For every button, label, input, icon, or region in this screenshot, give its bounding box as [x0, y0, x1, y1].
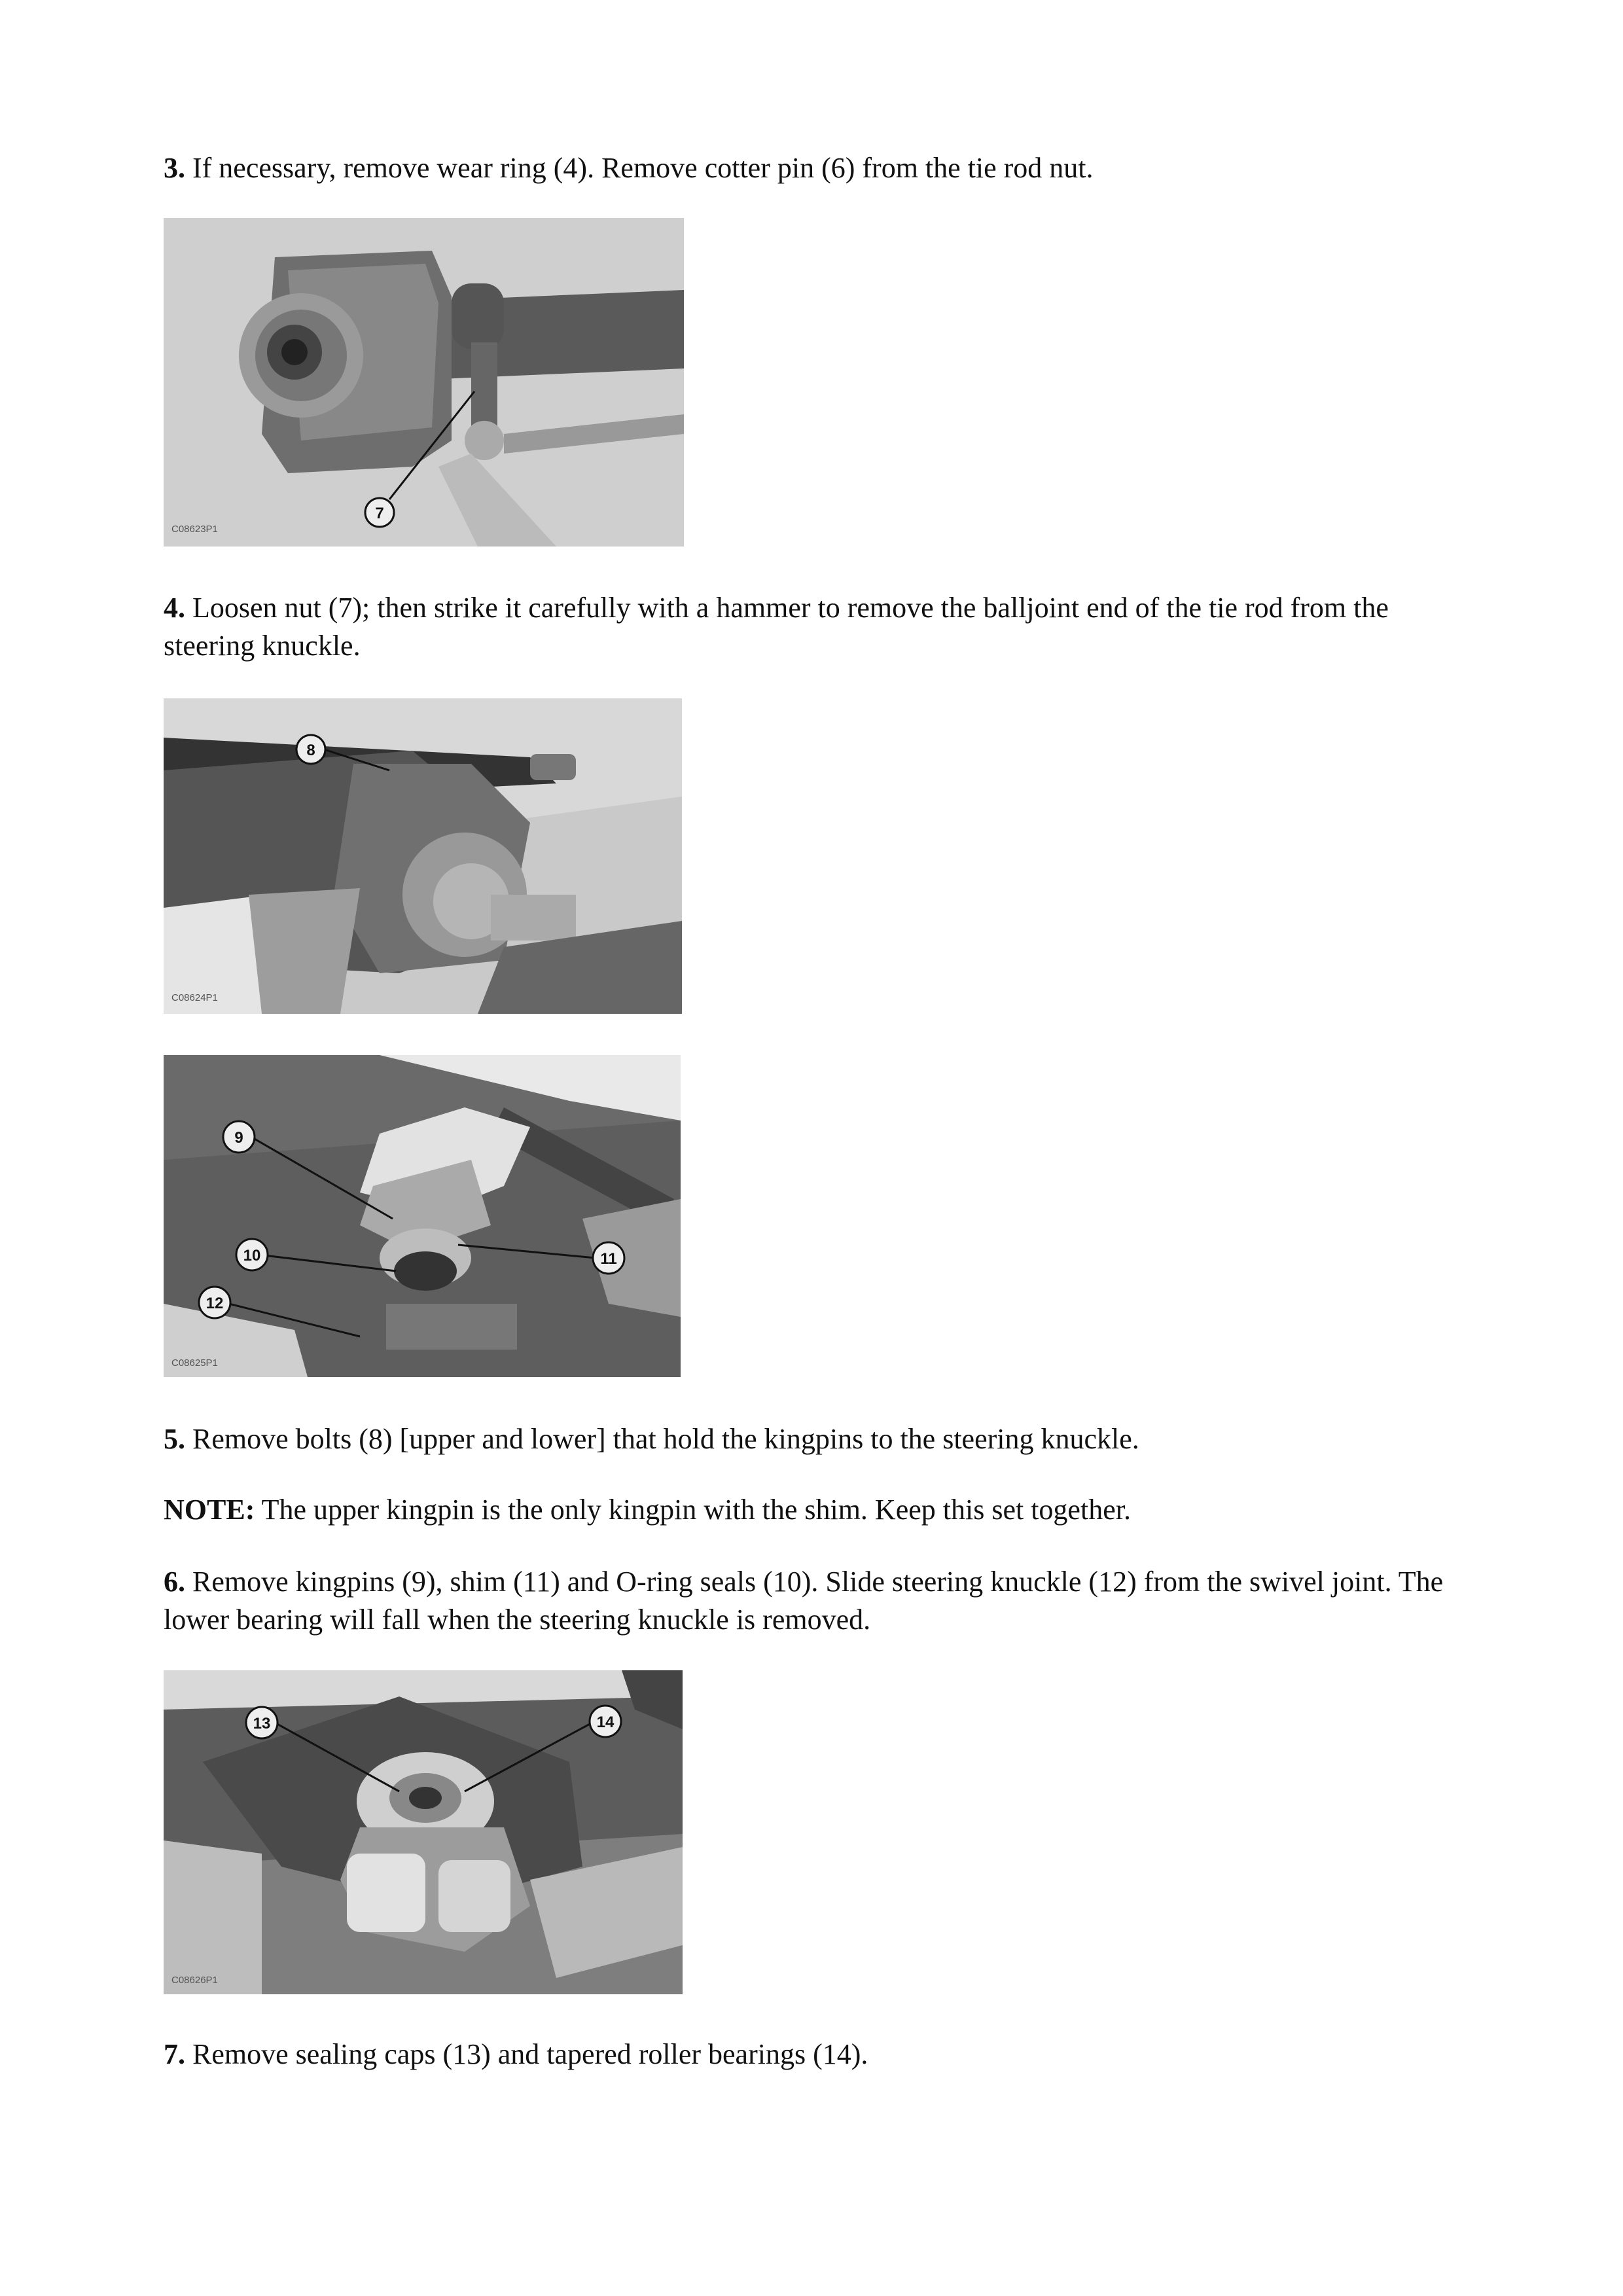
step-text: Loosen nut (7); then strike it carefully with a hammer to remove the balljoint end of the tie rod from the steering knuckle.	[164, 592, 1389, 662]
figure-code: C08625P1	[171, 1357, 218, 1369]
callout-8: 8	[306, 742, 315, 759]
step-text: Remove kingpins (9), shim (11) and O-ring seals (10). Slide steering knuckle (12) from the swivel joint. The lower bearing will fall when the steering knuckle is removed.	[164, 1566, 1444, 1636]
figure-kingpin-removal-photo	[164, 1055, 681, 1377]
step-number: 6.	[164, 1566, 185, 1598]
step-7	[164, 2036, 1472, 2073]
note-label: NOTE:	[164, 1494, 255, 1526]
callout-14: 14	[596, 1713, 615, 1731]
step-number: 4.	[164, 592, 185, 624]
step-4	[164, 589, 1472, 665]
step-text: Remove bolts (8) [upper and lower] that hold the kingpins to the steering knuckle.	[185, 1423, 1139, 1455]
callout-12: 12	[205, 1295, 224, 1312]
note-text: The upper kingpin is the only kingpin with the shim. Keep this set together.	[255, 1494, 1131, 1526]
step-5	[164, 1420, 1472, 1458]
step-number: 3.	[164, 152, 185, 184]
figure-code: C08623P1	[171, 524, 218, 535]
callout-7: 7	[375, 505, 384, 522]
figure-code: C08624P1	[171, 992, 218, 1003]
step-number: 7.	[164, 2038, 185, 2070]
callout-10: 10	[243, 1247, 261, 1265]
note	[164, 1491, 1472, 1529]
figure-steering-knuckle-bolts-photo	[164, 698, 682, 1014]
callout-13: 13	[253, 1715, 271, 1732]
step-text: Remove sealing caps (13) and tapered roller bearings (14).	[185, 2038, 868, 2070]
step-text: If necessary, remove wear ring (4). Remove cotter pin (6) from the tie rod nut.	[185, 152, 1094, 184]
step-number: 5.	[164, 1423, 185, 1455]
figure-tie-rod-nut-photo	[164, 218, 684, 547]
step-3	[164, 149, 1472, 187]
figure-sealing-caps-bearings-photo	[164, 1670, 683, 1994]
figure-code: C08626P1	[171, 1975, 218, 1986]
step-6	[164, 1563, 1472, 1639]
callout-11: 11	[600, 1250, 617, 1268]
callout-9: 9	[234, 1129, 243, 1147]
